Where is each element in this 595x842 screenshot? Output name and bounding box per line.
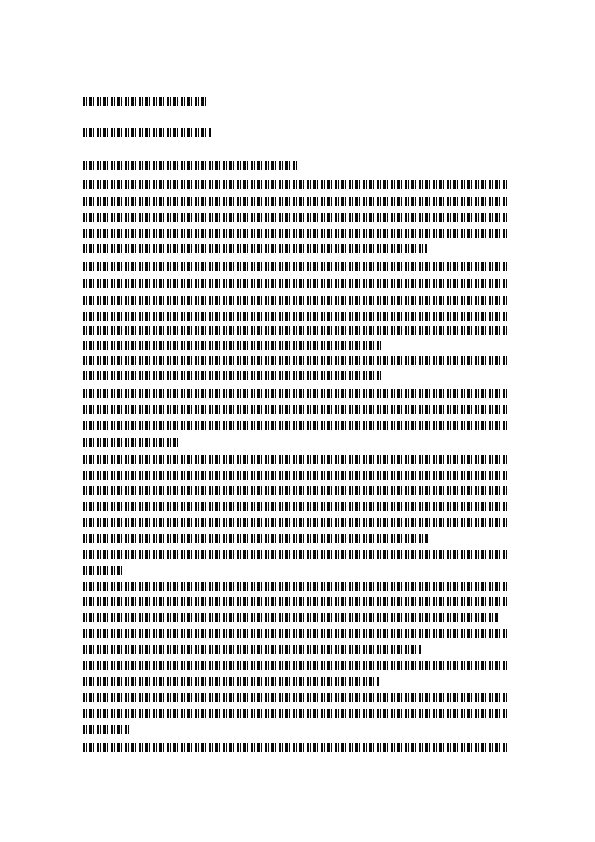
text-line bbox=[83, 421, 509, 430]
text-line bbox=[83, 486, 509, 495]
text-line bbox=[83, 438, 178, 447]
text-line bbox=[83, 161, 298, 170]
text-line bbox=[83, 502, 509, 511]
text-line bbox=[83, 279, 509, 288]
text-line bbox=[83, 180, 509, 189]
text-line bbox=[83, 356, 509, 365]
text-line bbox=[83, 661, 509, 670]
text-line bbox=[83, 645, 421, 654]
text-line bbox=[83, 405, 509, 414]
text-line bbox=[83, 197, 509, 206]
text-line bbox=[83, 677, 379, 686]
text-line bbox=[83, 371, 383, 380]
text-line bbox=[83, 518, 509, 527]
text-line bbox=[83, 597, 509, 606]
text-line bbox=[83, 97, 208, 106]
text-line bbox=[83, 312, 509, 321]
text-line bbox=[83, 629, 509, 638]
text-line bbox=[83, 262, 509, 271]
text-line bbox=[83, 296, 509, 305]
text-line bbox=[83, 213, 509, 222]
text-line bbox=[83, 613, 499, 622]
text-line bbox=[83, 326, 509, 335]
text-line bbox=[83, 341, 383, 350]
text-line bbox=[83, 244, 427, 253]
text-line bbox=[83, 709, 509, 718]
text-line bbox=[83, 743, 509, 752]
text-line bbox=[83, 389, 509, 398]
text-line bbox=[83, 550, 509, 559]
text-line bbox=[83, 534, 429, 543]
text-line bbox=[83, 229, 509, 238]
text-line bbox=[83, 693, 509, 702]
text-line bbox=[83, 455, 509, 464]
text-line bbox=[83, 471, 509, 480]
text-line bbox=[83, 128, 211, 137]
text-line bbox=[83, 566, 123, 575]
text-line bbox=[83, 582, 509, 591]
text-line bbox=[83, 725, 129, 734]
